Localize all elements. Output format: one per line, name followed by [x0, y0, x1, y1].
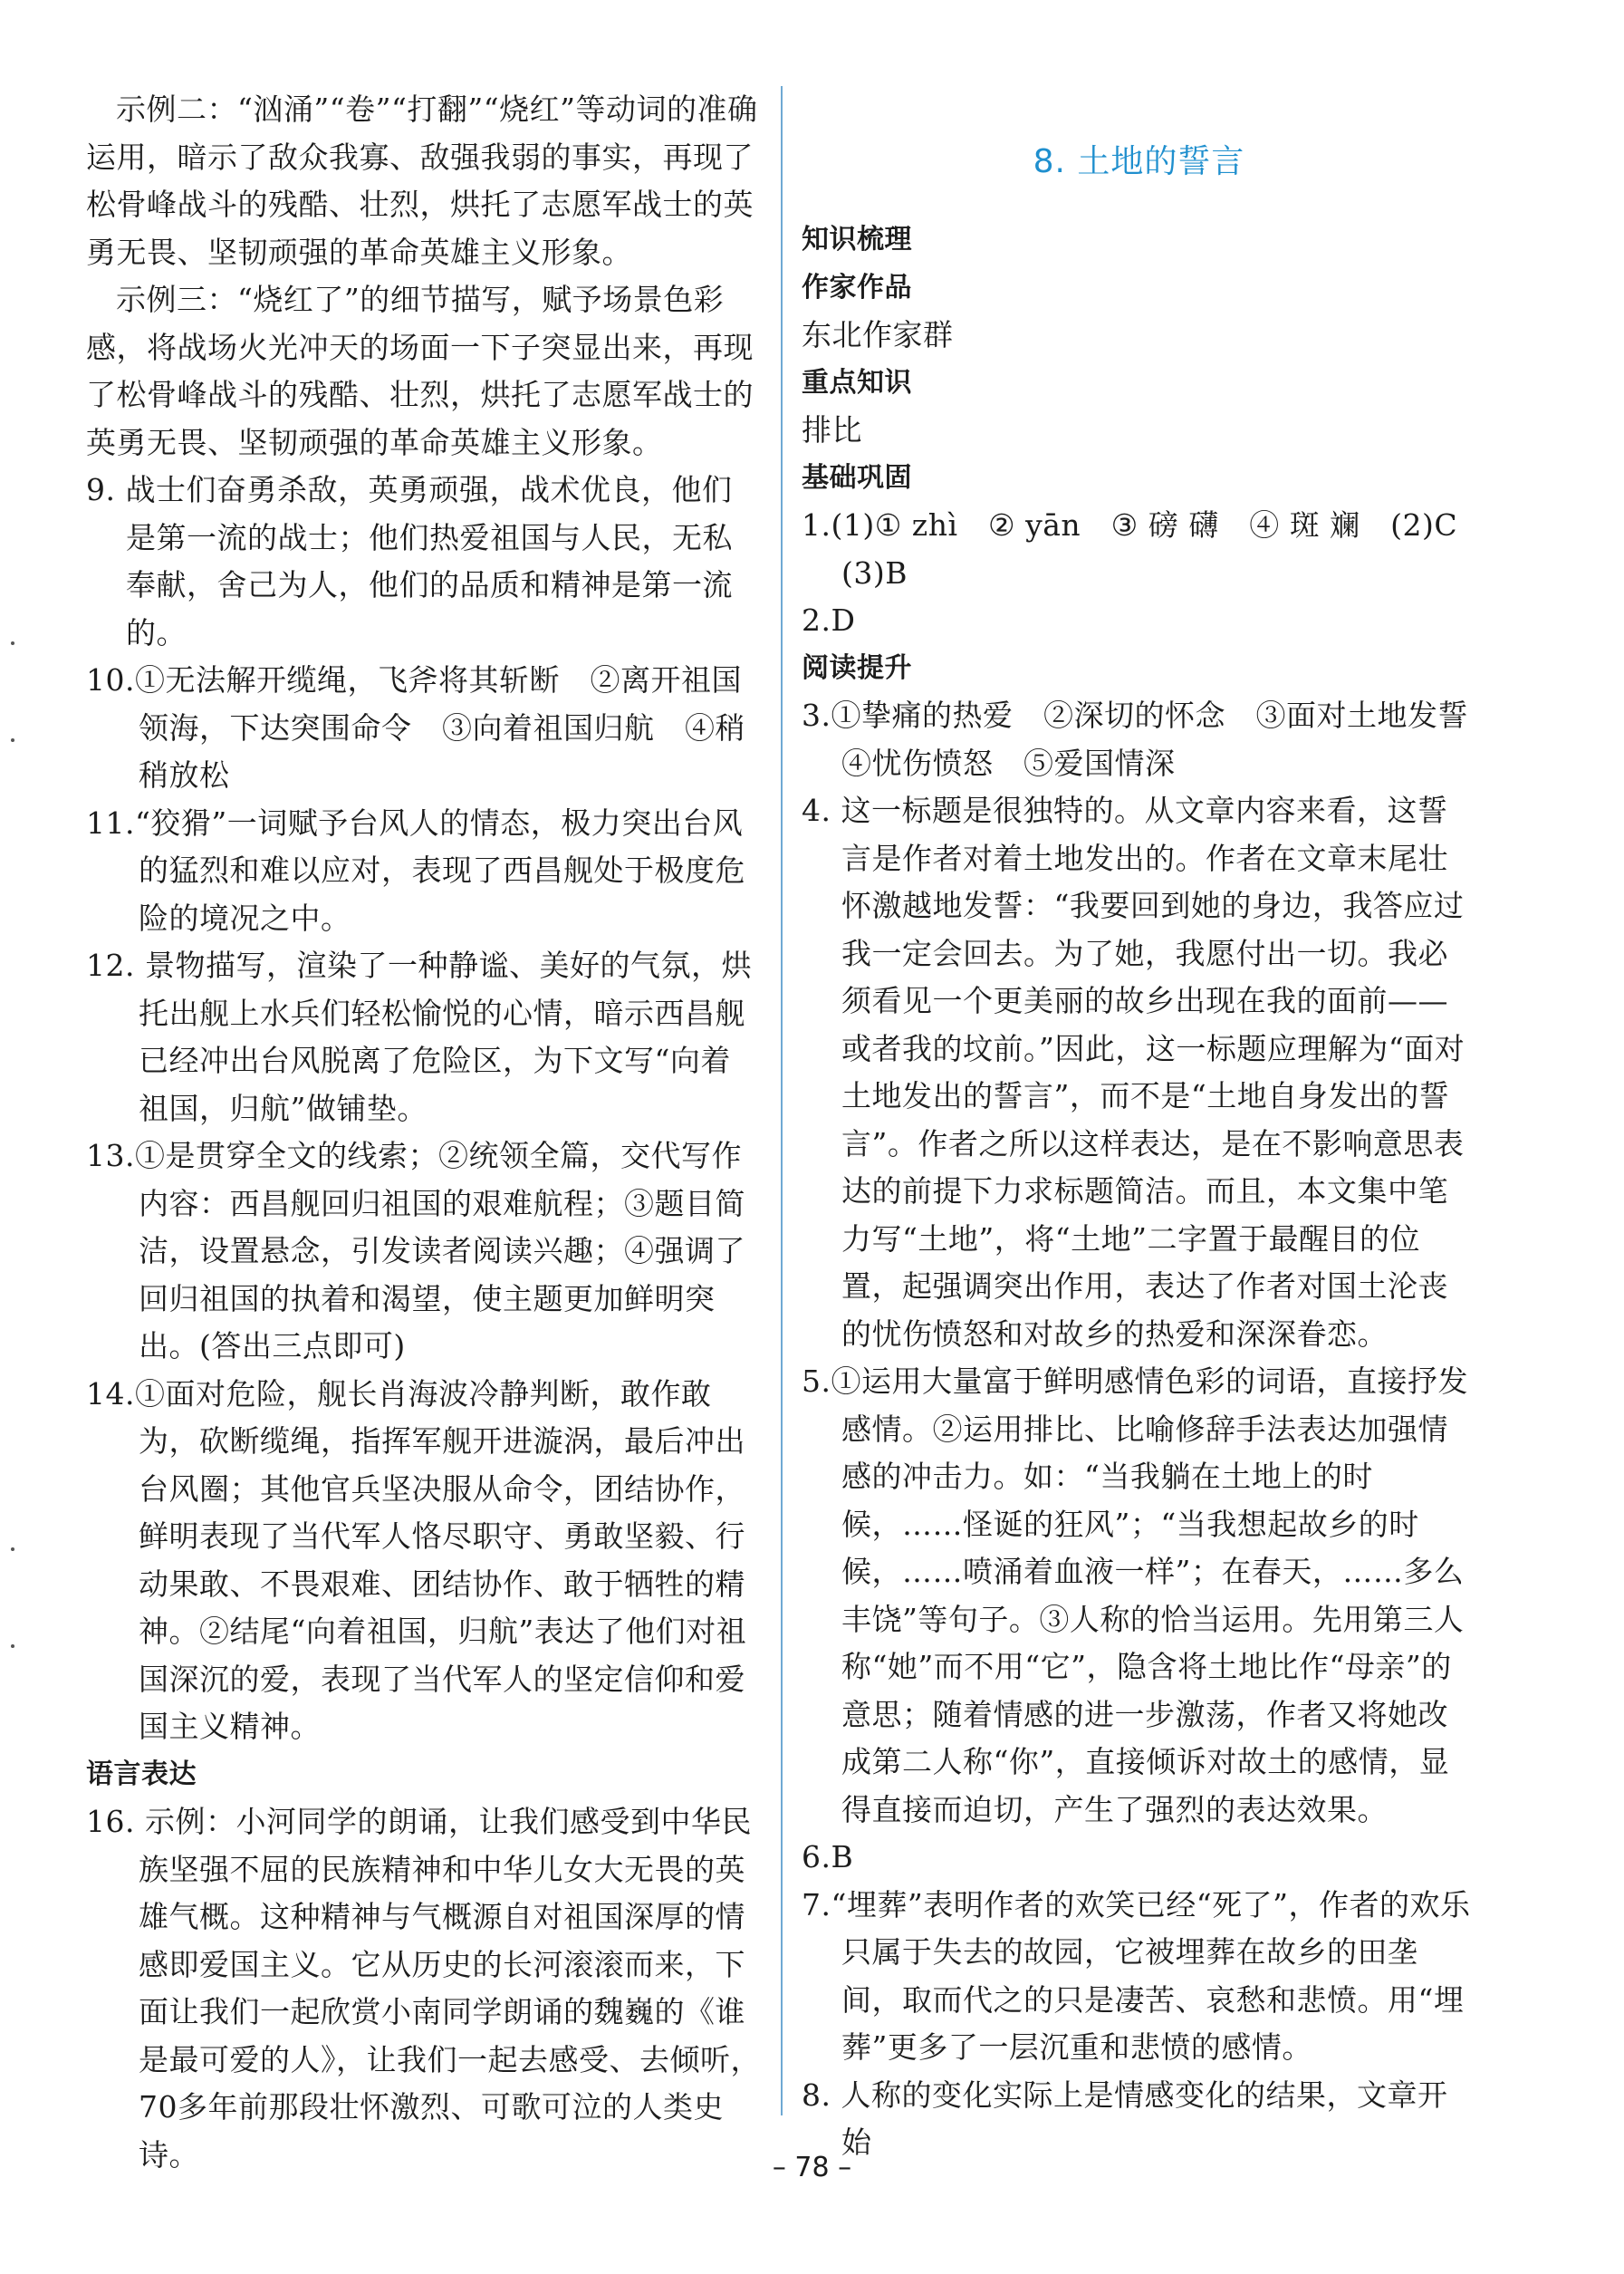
answer-6: 6.B	[802, 1839, 854, 1874]
answer-11: 11.“狡猾”一词赋予台风人的情态，极力突出台风的猛烈和难以应对，表现了西昌舰处于极度危险的境况之中。	[86, 805, 745, 936]
section-reading: 阅读提升	[802, 651, 912, 684]
answer-5: 5.①运用大量富于鲜明感情色彩的词语，直接抒发感情。②运用排比、比喻修辞手法表达加强情感的冲击力。如：“当我躺在土地上的时候，……怪诞的狂风”；“当我想起故乡的时候，……喷涌着血液一样”；在春天，……多么丰饶”等句子。③人称的恰当运用。先用第三人称“她”而不用“它”，隐含将土地比作“母亲”的意思；随着情感的进一步激荡，作者又将她改成第二人称“你”，直接倾诉对故土的感情，显得直接而迫切，产生了强烈的表达效果。	[802, 1363, 1468, 1827]
answer-16: 16. 示例：小河同学的朗诵，让我们感受到中华民族坚强不屈的民族精神和中华儿女大无畏的英雄气概。这种精神与气概源自对祖国深厚的情感即爱国主义。它从历史的长河滚滚而来，下面让我们一起欣赏小南同学朗诵的魏巍的《谁是最可爱的人》，让我们一起去感受、去倾听，70多年前那段壮怀激烈、可歌可泣的人类史诗。	[86, 1804, 761, 2173]
section-key-knowledge: 重点知识	[802, 366, 912, 399]
answer-14: 14.①面对危险，舰长肖海波冷静判断，敢作敢为，砍断缆绳，指挥军舰开进漩涡，最后冲出台风圈；其他官兵坚决服从命令，团结协作，鲜明表现了当代军人恪尽职守、勇敢坚毅、行动果敢、不畏艰难、团结协作、敢于牺牲的精神。②结尾“向着祖国，归航”表达了他们对祖国深沉的爱，表现了当代军人的坚定信仰和爱国主义精神。	[86, 1375, 747, 1744]
key-text: 排比	[802, 412, 862, 448]
answer-1: 1.(1)① zhì ② yān ③ 磅 礴 ④ 斑 斓 (2)C (3)B	[802, 507, 1488, 591]
example-two: 示例二：“汹涌”“卷”“打翻”“烧红”等动词的准确运用，暗示了敌众我寡、敌强我弱的事实，再现了松骨峰战斗的残酷、壮烈，烘托了志愿军战士的英勇无畏、坚韧顽强的革命英雄主义形象。	[86, 92, 758, 270]
answer-12: 12. 景物描写，渲染了一种静谧、美好的气氛，烘托出舰上水兵们轻松愉悦的心情，暗示西昌舰已经冲出台风脱离了危险区，为下文写“向着祖国，归航”做铺垫。	[86, 948, 752, 1126]
answer-2: 2.D	[802, 602, 856, 638]
answer-9: 9. 战士们奋勇杀敌，英勇顽强，战术优良，他们是第一流的战士；他们热爱祖国与人民，无私奉献，舍己为人，他们的品质和精神是第一流的。	[86, 472, 733, 650]
column-divider	[781, 86, 783, 2115]
answer-4: 4. 这一标题是很独特的。从文章内容来看，这誓言是作者对着土地发出的。作者在文章末尾壮怀激越地发誓：“我要回到她的身边，我答应过我一定会回去。为了她，我愿付出一切。我必须看见一个更美丽的故乡出现在我的面前——或者我的坟前。”因此，这一标题应理解为“面对土地发出的誓言”，而不是“土地自身发出的誓言”。作者之所以这样表达，是在不影响意思表达的前提下力求标题简洁。而且，本文集中笔力写“土地”，将“土地”二字置于最醒目的位置，起强调突出作用，表达了作者对国土沦丧的忧伤愤怒和对故乡的热爱和深深眷恋。	[802, 793, 1465, 1352]
section-basic: 基础巩固	[802, 461, 912, 494]
margin-dot	[11, 641, 14, 645]
left-column	[86, 86, 761, 2179]
answer-8: 8. 人称的变化实际上是情感变化的结果，文章开始	[802, 2076, 1448, 2160]
margin-dot	[11, 1644, 14, 1648]
margin-dot	[11, 738, 14, 742]
section-language-expression: 语言表达	[86, 1758, 197, 1790]
answer-10: 10.①无法解开缆绳，飞斧将其斩断 ②离开祖国领海，下达突围命令 ③向着祖国归航 ④稍稍放松	[86, 662, 745, 793]
lesson-title: 8. 土地的誓言	[1033, 143, 1245, 180]
author-text: 东北作家群	[802, 317, 954, 352]
margin-dot	[11, 1547, 14, 1551]
right-column	[802, 86, 1499, 2167]
page-number: – 78 –	[772, 2152, 852, 2183]
answer-3: 3.①挚痛的热爱 ②深切的怀念 ③面对土地发誓 ④忧伤愤怒 ⑤爱国情深	[802, 698, 1499, 781]
answer-13: 13.①是贯穿全文的线索；②统领全篇，交代写作内容：西昌舰回归祖国的艰难航程；③题目简洁，设置悬念，引发读者阅读兴趣；④强调了回归祖国的执着和渴望，使主题更加鲜明突出。(答出三点即可)	[86, 1138, 745, 1363]
answer-7: 7.“埋葬”表明作者的欢笑已经“死了”，作者的欢乐只属于失去的故园，它被埋葬在故乡的田垄间，取而代之的只是凄苦、哀愁和悲愤。用“埋葬”更多了一层沉重和悲愤的感情。	[802, 1886, 1471, 2065]
section-author-works: 作家作品	[802, 271, 912, 304]
example-three: 示例三：“烧红了”的细节描写，赋予场景色彩感，将战场火光冲天的场面一下子突显出来，再现了松骨峰战斗的残酷、壮烈，烘托了志愿军战士的英勇无畏、坚韧顽强的革命英雄主义形象。	[86, 282, 754, 460]
section-knowledge: 知识梳理	[802, 224, 912, 255]
